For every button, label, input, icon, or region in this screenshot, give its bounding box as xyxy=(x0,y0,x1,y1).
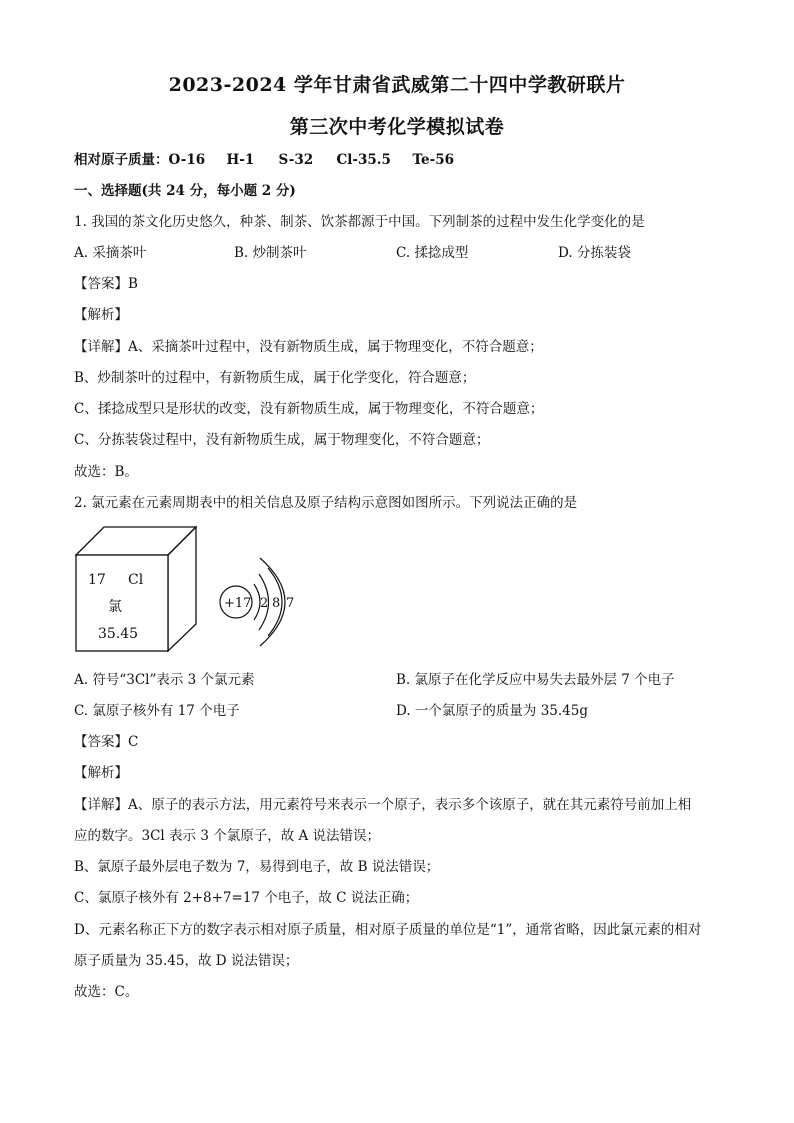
page-title-line2: 第三次中考化学模拟试卷 xyxy=(289,116,505,138)
q2-conclusion: 故选：C。 xyxy=(74,984,139,1000)
shell-electrons: 8 xyxy=(272,596,281,611)
q1-conclusion: 故选：B。 xyxy=(74,464,138,480)
q1-detail-line: C、分拣装袋过程中，没有新物质生成，属于物理变化，不符合题意； xyxy=(74,432,490,448)
q2-detail-line: D、元素名称正下方的数字表示相对原子质量，相对原子质量的单位是“1”，通常省略，因此氯元素的相对 xyxy=(74,922,702,938)
q2-option-c: C. 氯原子核外有 17 个电子 xyxy=(74,703,240,719)
mass-item: H-1 xyxy=(226,152,255,168)
mass-item: O-16 xyxy=(168,152,206,168)
atom-structure-diagram xyxy=(220,558,294,646)
q2-detail-line: 【详解】A、原子的表示方法，用元素符号来表示一个原子，表示多个该原子，就在其元素符号前加上相 xyxy=(74,797,692,813)
q1-detail-line: 【详解】A、采摘茶叶过程中，没有新物质生成，属于物理变化，不符合题意； xyxy=(74,339,543,355)
q1-detail-line: B、炒制茶叶的过程中，有新物质生成，属于化学变化，符合题意； xyxy=(74,370,476,386)
mass-item: Te-56 xyxy=(412,152,454,168)
section-heading: 一、选择题(共 24 分，每小题 2 分) xyxy=(74,183,296,199)
atomic-number: 17 xyxy=(88,572,106,588)
nucleus-charge: +17 xyxy=(224,596,252,611)
atomic-mass: 35.45 xyxy=(98,626,139,642)
q2-stem: 2. 氯元素在元素周期表中的相关信息及原子结构示意图如图所示。下列说法正确的是 xyxy=(74,495,578,511)
q1-option-a: A. 采摘茶叶 xyxy=(74,245,147,261)
q2-detail-line: 原子质量为 35.45，故 D 说法错误； xyxy=(74,953,299,969)
shell-electrons: 7 xyxy=(286,596,295,611)
masses-label: 相对原子质量： xyxy=(74,152,169,168)
q2-analysis-label: 【解析】 xyxy=(74,765,128,781)
mass-item: S-32 xyxy=(278,152,314,168)
q1-analysis-label: 【解析】 xyxy=(74,307,128,323)
mass-item: Cl-35.5 xyxy=(336,152,391,168)
q2-option-a: A. 符号“3Cl”表示 3 个氯元素 xyxy=(74,672,255,688)
q1-option-b: B. 炒制茶叶 xyxy=(234,245,307,261)
relative-atomic-masses xyxy=(74,150,454,170)
q2-answer: 【答案】C xyxy=(74,734,139,750)
chlorine-figure xyxy=(74,524,334,659)
q1-option-c: C. 揉捻成型 xyxy=(396,245,469,261)
page-title-line1: 2023-2024 学年甘肃省武威第二十四中学教研联片 xyxy=(168,74,626,96)
element-name: 氯 xyxy=(108,599,122,615)
q2-option-d: D. 一个氯原子的质量为 35.45g xyxy=(396,703,589,719)
q2-detail-line: C、氯原子核外有 2+8+7=17 个电子，故 C 说法正确； xyxy=(74,890,419,906)
q2-option-b: B. 氯原子在化学反应中易失去最外层 7 个电子 xyxy=(396,672,675,688)
q1-detail-line: C、揉捻成型只是形状的改变，没有新物质生成，属于物理变化，不符合题意； xyxy=(74,401,544,417)
q2-detail-line: B、氯原子最外层电子数为 7，易得到电子，故 B 说法错误； xyxy=(74,859,440,875)
q1-option-d: D. 分拣装袋 xyxy=(558,245,631,261)
element-symbol: Cl xyxy=(128,572,144,588)
shell-electrons: 2 xyxy=(260,596,269,611)
q1-stem: 1. 我国的茶文化历史悠久，种茶、制茶、饮茶都源于中国。下列制茶的过程中发生化学变化的是 xyxy=(74,214,645,230)
q1-answer: 【答案】B xyxy=(74,276,138,292)
q2-detail-line: 应的数字。3Cl 表示 3 个氯原子，故 A 说法错误； xyxy=(74,828,381,844)
